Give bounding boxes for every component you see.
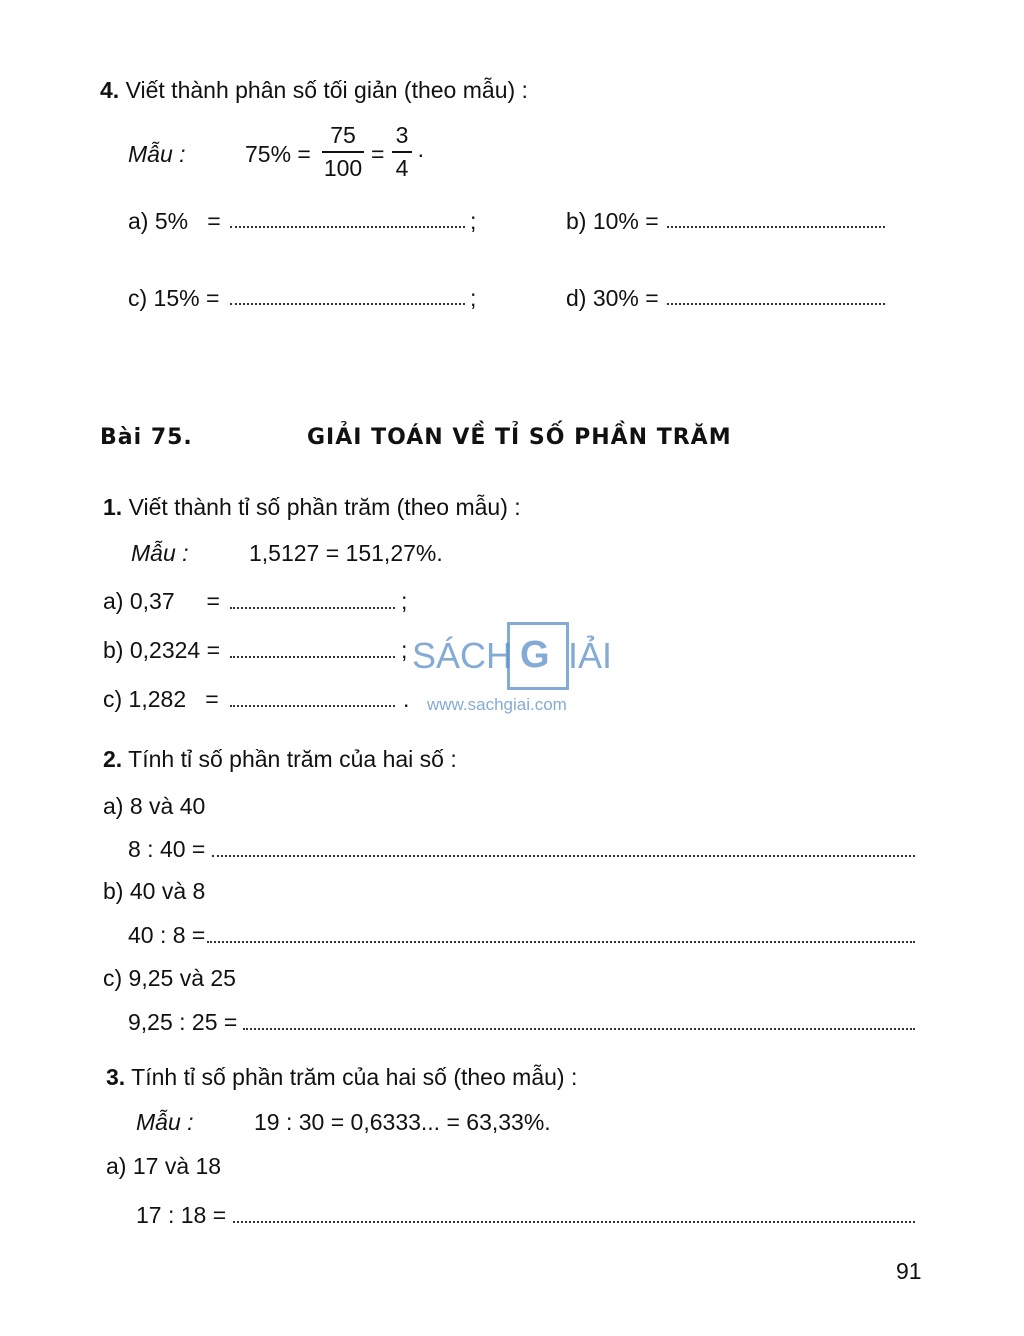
ex2-item-b-calc: 40 : 8 = [128,922,206,948]
ex2-number: 2. [103,746,123,772]
ex4-sep-c: ; [470,285,477,311]
ex2-prompt: Tính tỉ số phần trăm của hai số : [128,746,457,772]
ex3-item-a-calc: 17 : 18 = [136,1202,227,1228]
ex2-item-a-calc: 8 : 40 = [128,836,206,862]
ex1-number: 1. [103,494,123,520]
ex4-item-d: d) 30% = [566,285,659,311]
ex3-answer-a[interactable] [233,1221,915,1223]
ex2-item-a-label: a) 8 và 40 [103,793,206,819]
ex3-item-a-label: a) 17 và 18 [106,1153,222,1179]
ex4-number: 4. [100,77,120,103]
ex3-prompt: Tính tỉ số phần trăm của hai số (theo mẫu) : [131,1064,578,1090]
lesson-title: GIẢI TOÁN VỀ TỈ SỐ PHẦN TRĂM [307,425,732,450]
ex4-sep-a: ; [470,208,477,234]
ex3-prompt-line [106,1066,577,1089]
ex1-prompt: Viết thành tỉ số phần trăm (theo mẫu) : [128,494,521,520]
ex4-item-c: c) 15% = [128,285,220,311]
ex2-item-b-label: b) 40 và 8 [103,878,206,904]
lesson-number: Bài 75. [100,425,193,450]
ex1-item-c: c) 1,282 = [103,686,219,712]
watermark-url: www.sachgiai.com [427,695,567,714]
ex1-sep-a: ; [401,588,408,614]
ex3-sample: 19 : 30 = 0,6333... = 63,33%. [254,1109,551,1135]
ex4-frac2-numerator: 3 [395,122,409,148]
ex4-sample-label: Mẫu : [128,141,186,167]
ex1-answer-c[interactable] [230,705,395,707]
ex1-answer-a[interactable] [230,607,395,609]
ex3-sample-label: Mẫu : [136,1109,194,1135]
ex4-frac1-denominator: 100 [323,155,363,181]
ex4-sample-lhs: 75% = [245,141,311,167]
ex3-number: 3. [106,1064,126,1090]
page-number: 91 [896,1258,922,1284]
ex4-sample-eq: = [371,141,385,167]
ex1-item-a: a) 0,37 = [103,588,220,614]
ex1-sep-b: ; [401,637,408,663]
ex1-prompt-line [103,496,521,519]
watermark-brand-right: IẢI [568,635,613,676]
ex1-item-b: b) 0,2324 = [103,637,221,663]
ex4-frac1-numerator: 75 [330,122,356,148]
ex4-sample-fraction-1 [322,124,364,180]
fraction-bar [322,151,364,153]
fraction-bar [392,151,412,153]
ex1-sample-label: Mẫu : [131,540,189,566]
ex4-sample-fraction-2 [392,124,412,180]
ex2-answer-a[interactable] [212,855,915,857]
ex1-sample: 1,5127 = 151,27%. [249,540,443,566]
ex4-prompt-line [100,79,528,102]
ex4-prompt: Viết thành phân số tối giản (theo mẫu) : [125,77,528,103]
ex2-answer-b[interactable] [207,941,915,943]
ex4-answer-c[interactable] [230,303,465,305]
ex4-answer-a[interactable] [230,226,465,228]
ex1-answer-b[interactable] [230,656,395,658]
ex4-item-b: b) 10% = [566,208,659,234]
ex1-end-c: . [403,686,410,712]
ex4-sample-period: · [417,141,425,167]
ex2-prompt-line [103,748,457,771]
ex4-answer-b[interactable] [667,226,885,228]
ex4-frac2-denominator: 4 [395,155,409,181]
ex2-item-c-calc: 9,25 : 25 = [128,1009,238,1035]
watermark-brand-left: SÁCH [412,635,513,676]
ex2-answer-c[interactable] [243,1028,915,1030]
watermark-brand-mid: G [520,634,550,676]
ex4-answer-d[interactable] [667,303,885,305]
ex4-item-a: a) 5% = [128,208,221,234]
ex2-item-c-label: c) 9,25 và 25 [103,965,236,991]
